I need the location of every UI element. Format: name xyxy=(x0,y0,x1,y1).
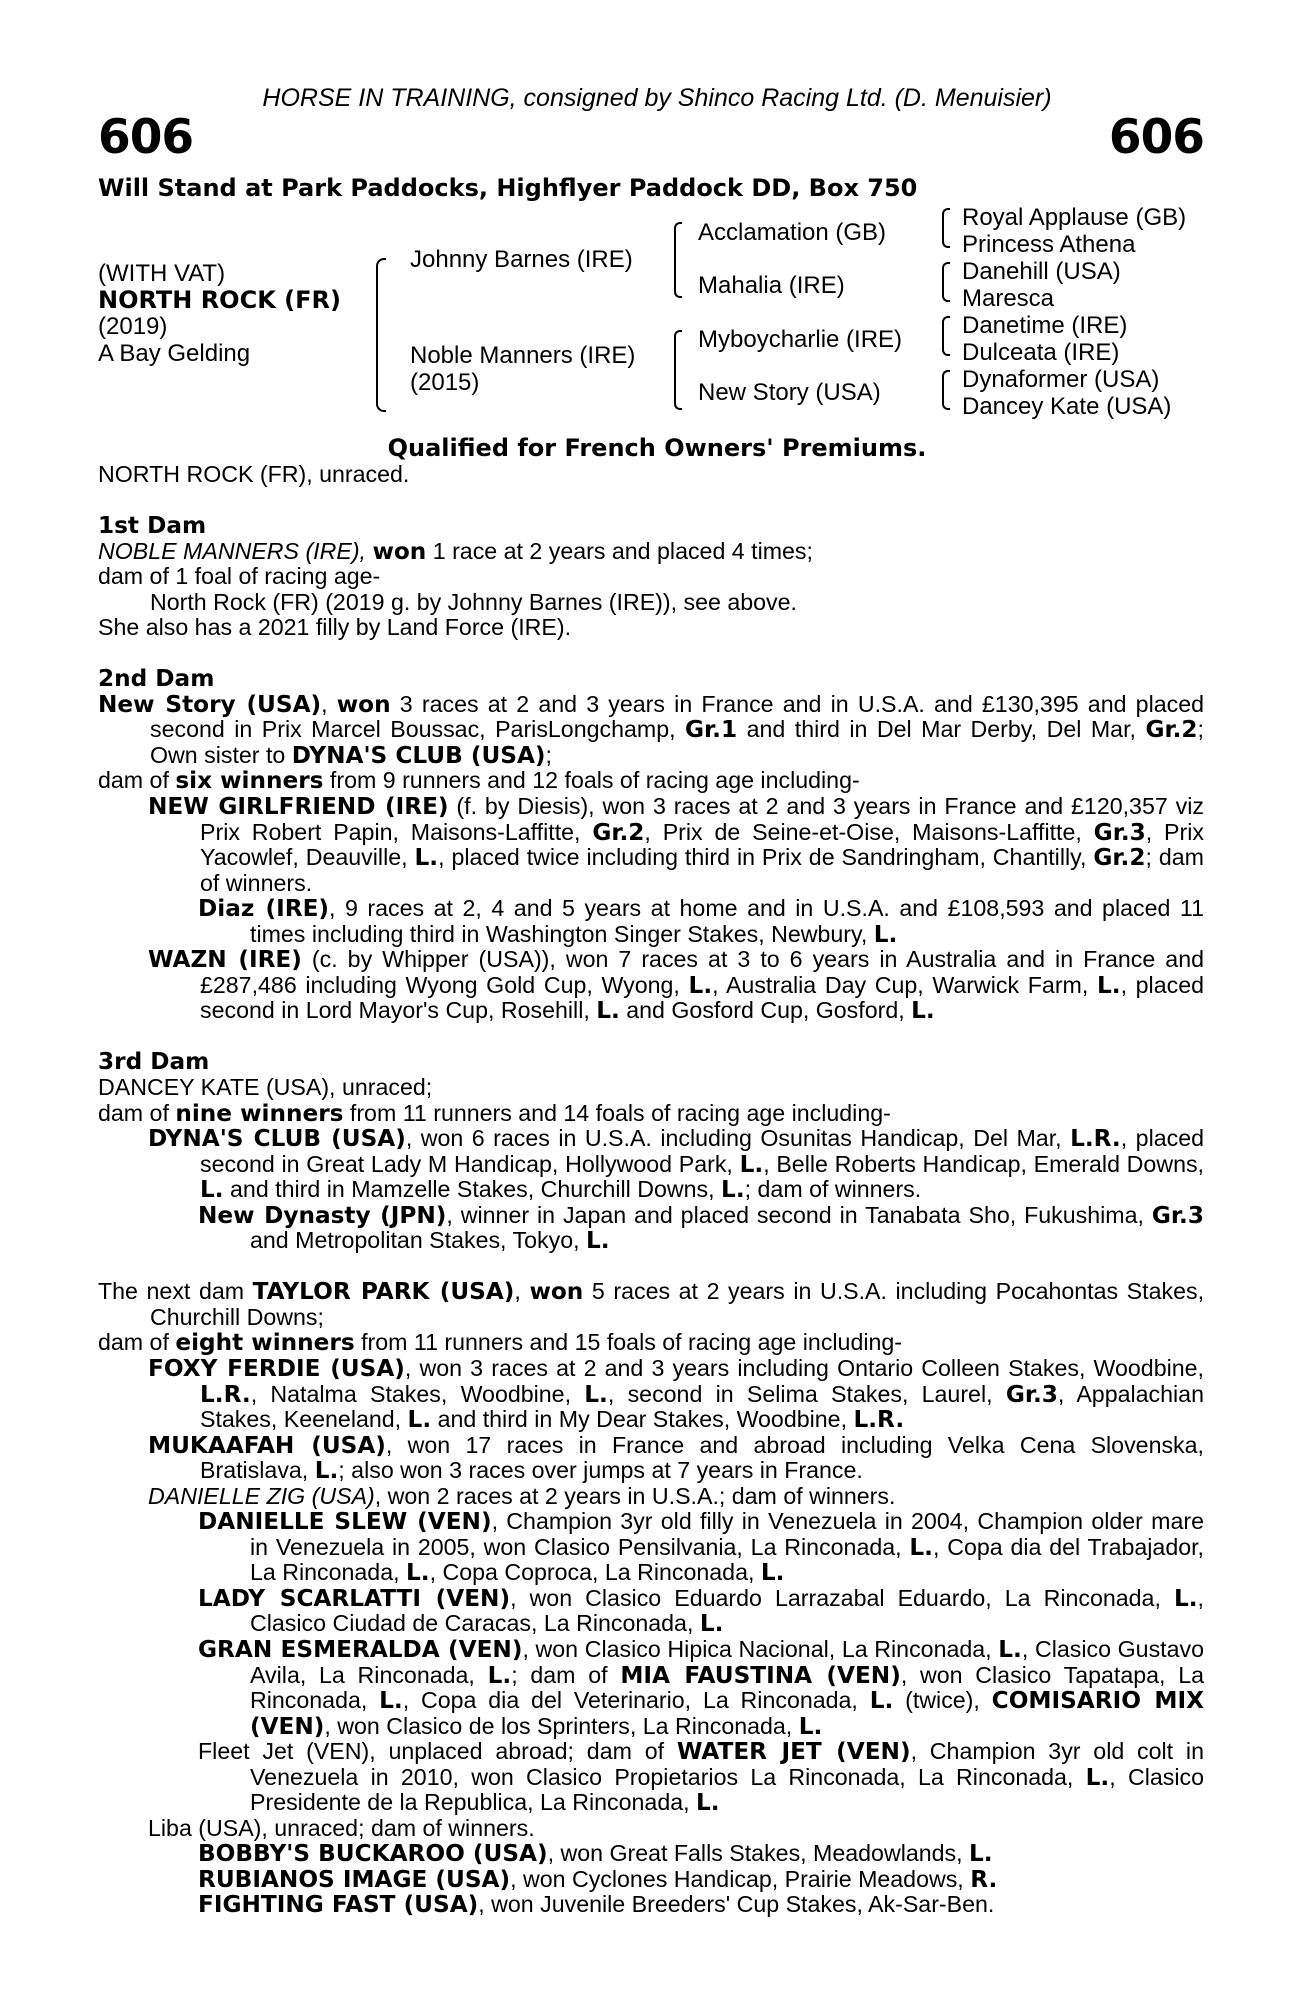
second-dam-progeny-2: WAZN (IRE) (c. by Whipper (USA)), won 7 races at 3 to 6 years in Australia and in France and £287,486 including Wyong Gold Cup, Wyong, L., Australia Day Cup, Warwick Farm, L., placed second in Lord Mayor's Cup, Rosehill, L. and Gosford Cup, Gosford, L. xyxy=(148,946,1204,1025)
brace-sire xyxy=(674,222,682,298)
next-dam-grandprogeny-6: RUBIANOS IMAGE (USA), won Cyclones Handicap, Prairie Meadows, R. xyxy=(198,1865,998,1893)
next-dam-progeny-2: MUKAAFAH (USA), won 17 races in France and abroad including Velka Cena Slovenska, Bratislava, L.; also won 3 races over jumps at 7 years in France. xyxy=(148,1431,1204,1485)
next-dam-grandprogeny-5: BOBBY'S BUCKAROO (USA), won Great Falls Stakes, Meadowlands, L. xyxy=(198,1840,993,1868)
brace-g3-1 xyxy=(942,208,950,248)
grandsire-4: Dynaformer (USA) xyxy=(962,366,1160,393)
race-record: NORTH ROCK (FR), unraced. xyxy=(98,461,410,487)
stand-location: Will Stand at Park Paddocks, Highflyer Paddock DD, Box 750 xyxy=(98,174,918,202)
granddam-3: Dulceata (IRE) xyxy=(962,339,1120,366)
first-dam-entry: NOBLE MANNERS (IRE), won 1 race at 2 years and placed 4 times; xyxy=(98,537,813,565)
next-dam-grandprogeny-3: GRAN ESMERALDA (VEN), won Clasico Hipica Nacional, La Rinconada, L., Clasico Gustavo Avila, La Rinconada, L.; dam of MIA FAUSTINA (VEN), won Clasico Tapatapa, La Rinconada, L., Copa dia del Veterinario, La Rinconada, L. (twice), COMISARIO MIX (VEN), won Clasico de los Sprinters, La Rinconada, L. xyxy=(198,1635,1205,1740)
second-dam-progeny-1: NEW GIRLFRIEND (IRE) (f. by Diesis), won 3 races at 2 and 3 years in France and £120,357 viz Prix Robert Papin, Maisons-Laffitte, Gr.2, Prix de Seine-et-Oise, Maisons-Laffitte, Gr.3, Prix Yacowlef, Deauville, L., placed twice including third in Prix de Sandringham, Chantilly, Gr.2; dam of winners. xyxy=(148,793,1204,896)
horse-description: A Bay Gelding xyxy=(98,340,251,367)
second-dam-produce: dam of six winners from 9 runners and 12 foals of racing age including- xyxy=(98,767,860,795)
sire: Johnny Barnes (IRE) xyxy=(410,246,633,273)
dam-sire: Myboycharlie (IRE) xyxy=(698,326,903,353)
horse-year: (2019) xyxy=(98,313,168,340)
brace-gen1 xyxy=(376,258,386,412)
third-dam-progeny-1: DYNA'S CLUB (USA), won 6 races in U.S.A. including Osunitas Handicap, Del Mar, L.R., placed second in Great Lady M Handicap, Hollywood Park, L., Belle Roberts Handicap, Emerald Downs, L. and third in Mamzelle Stakes, Churchill Downs, L.; dam of winners. xyxy=(148,1125,1204,1204)
next-dam-entry: The next dam TAYLOR PARK (USA), won 5 races at 2 years in U.S.A. including Pocahontas Stakes, Churchill Downs; xyxy=(98,1278,1205,1330)
sire-dam: Mahalia (IRE) xyxy=(698,272,845,299)
granddam-4: Dancey Kate (USA) xyxy=(962,393,1172,420)
second-dam-grandprogeny-1: Diaz (IRE), 9 races at 2, 4 and 5 years at home and in U.S.A. and £108,593 and placed 11 times including third in Washington Singer Stakes, Newbury, L. xyxy=(198,895,1204,948)
next-dam-grandprogeny-4: Fleet Jet (VEN), unplaced abroad; dam of WATER JET (VEN), Champion 3yr old colt in Venezuela in 2010, won Clasico Propietarios La Rinconada, La Rinconada, L., Clasico Presidente de la Republica, La Rinconada, L. xyxy=(198,1738,1204,1817)
lot-number-left: 606 xyxy=(98,110,194,165)
next-dam-produce: dam of eight winners from 11 runners and 15 foals of racing age including- xyxy=(98,1329,903,1357)
qualification-note: Qualified for French Owners' Premiums. xyxy=(387,434,927,462)
third-dam-heading: 3rd Dam xyxy=(98,1048,210,1076)
catalogue-body xyxy=(98,462,1204,1918)
lot-number-right: 606 xyxy=(1108,110,1204,165)
second-dam-heading: 2nd Dam xyxy=(98,665,215,693)
grandsire-3: Danetime (IRE) xyxy=(962,312,1128,339)
first-dam-heading: 1st Dam xyxy=(98,512,207,540)
next-dam-grandprogeny-2: LADY SCARLATTI (VEN), won Clasico Eduardo Larrazabal Eduardo, La Rinconada, L., Clasico Ciudad de Caracas, La Rinconada, L. xyxy=(198,1584,1204,1638)
brace-dam xyxy=(674,330,682,410)
first-dam-foal: North Rock (FR) (2019 g. by Johnny Barnes (IRE)), see above. xyxy=(150,588,797,615)
dam-dam: New Story (USA) xyxy=(698,379,881,406)
next-dam-progeny-4: Liba (USA), unraced; dam of winners. xyxy=(148,1814,535,1841)
next-dam-grandprogeny-1: DANIELLE SLEW (VEN), Champion 3yr old filly in Venezuela in 2004, Champion older mare in Venezuela in 2005, won Clasico Pensilvania, La Rinconada, L., Copa dia del Trabajador, La Rinconada, L., Copa Coproca, La Rinconada, L. xyxy=(198,1508,1204,1587)
next-dam-progeny-1: FOXY FERDIE (USA), won 3 races at 2 and 3 years including Ontario Colleen Stakes, Woodbine, L.R., Natalma Stakes, Woodbine, L., second in Selima Stakes, Laurel, Gr.3, Appalachian Stakes, Keeneland, L. and third in My Dear Stakes, Woodbine, L.R. xyxy=(148,1354,1204,1434)
vat-note: (WITH VAT) xyxy=(98,260,226,287)
horse-name: NORTH ROCK (FR) xyxy=(98,286,341,314)
next-dam-grandprogeny-7: FIGHTING FAST (USA), won Juvenile Breeders' Cup Stakes, Ak-Sar-Ben. xyxy=(198,1891,995,1919)
third-dam-grandprogeny-1: New Dynasty (JPN), winner in Japan and placed second in Tanabata Sho, Fukushima, Gr.3 and Metropolitan Stakes, Tokyo, L. xyxy=(198,1201,1204,1255)
next-dam-progeny-3: DANIELLE ZIG (USA), won 2 races at 2 years in U.S.A.; dam of winners. xyxy=(148,1482,896,1509)
grandsire-2: Danehill (USA) xyxy=(962,258,1121,285)
second-dam-entry: New Story (USA), won 3 races at 2 and 3 years in France and in U.S.A. and £130,395 and placed second in Prix Marcel Boussac, ParisLongchamp, Gr.1 and third in Del Mar Derby, Del Mar, Gr.2; Own sister to DYNA'S CLUB (USA); xyxy=(98,690,1204,769)
dam: Noble Manners (IRE) xyxy=(410,342,636,369)
third-dam-entry: DANCEY KATE (USA), unraced; xyxy=(98,1073,433,1100)
dam-year: (2015) xyxy=(410,369,480,396)
grandsire-1: Royal Applause (GB) xyxy=(962,204,1187,231)
third-dam-produce: dam of nine winners from 11 runners and 14 foals of racing age including- xyxy=(98,1099,891,1127)
sire-sire: Acclamation (GB) xyxy=(698,219,887,246)
brace-g3-2 xyxy=(942,262,950,302)
first-dam-note: She also has a 2021 filly by Land Force (IRE). xyxy=(98,614,572,641)
brace-g3-4 xyxy=(942,370,950,410)
granddam-2: Maresca xyxy=(962,285,1055,312)
brace-g3-3 xyxy=(942,316,950,356)
consignment-line: HORSE IN TRAINING, consigned by Shinco Racing Ltd. (D. Menuisier) xyxy=(262,84,1052,112)
first-dam-produce: dam of 1 foal of racing age- xyxy=(98,563,381,590)
granddam-1: Princess Athena xyxy=(962,231,1136,258)
